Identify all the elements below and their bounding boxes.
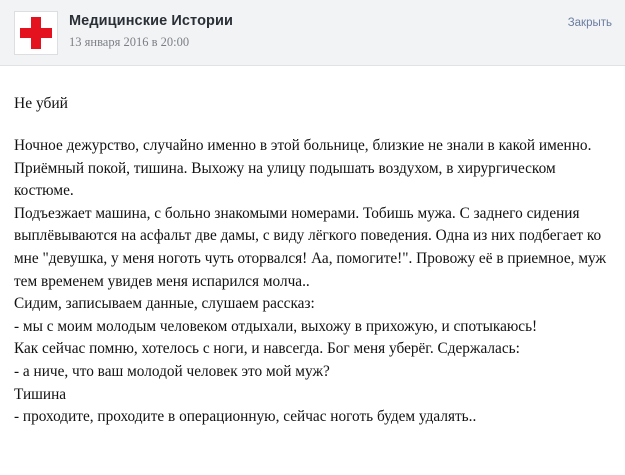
post-paragraph: Подъезжает машина, с больно знакомыми номерами. Тобишь мужа. С заднего сидения выплёвываются на асфальт две дамы, с виду лёгкого поведения. Одна из них подбегает ко мне "девушка, у меня ноготь чуть оторвался! Аа, помогите!". Провожу её в приемное, муж тем временем увидев меня испарился молча..: [14, 204, 607, 290]
post-paragraph: Тишина: [14, 385, 67, 403]
post-paragraph: Сидим, записываем данные, слушаем рассказ:: [14, 295, 315, 313]
header-text-block: [69, 10, 233, 50]
post-paragraph: - а ниче, что ваш молодой человек это мой муж?: [14, 362, 330, 380]
post-paragraph: - проходите, проходите в операционную, сейчас ноготь будем удалять..: [14, 408, 477, 426]
post-paragraph: Ночное дежурство, случайно именно в этой больнице, близкие не знали в какой именно. Приёмный покой, тишина. Выхожу на улицу подышать воздухом, в хирургическом костюме.: [14, 137, 592, 200]
post-body: [14, 135, 611, 429]
close-button[interactable]: Закрыть: [567, 17, 612, 29]
community-name[interactable]: Медицинские Истории: [69, 13, 234, 29]
post-header: [0, 0, 625, 66]
post-content: [0, 94, 625, 429]
post-date: 13 января 2016 в 20:00: [69, 35, 190, 49]
page-title: Не убий: [14, 95, 68, 112]
red-cross-icon-bar: [20, 28, 52, 38]
post-paragraph: - мы с моим молодым человеком отдыхали, выхожу в прихожую, и спотыкаюсь!: [14, 317, 538, 335]
post-paragraph: Как сейчас помню, хотелось с ноги, и навсегда. Бог меня уберёг. Сдержалась:: [14, 340, 520, 358]
avatar[interactable]: [14, 11, 58, 55]
